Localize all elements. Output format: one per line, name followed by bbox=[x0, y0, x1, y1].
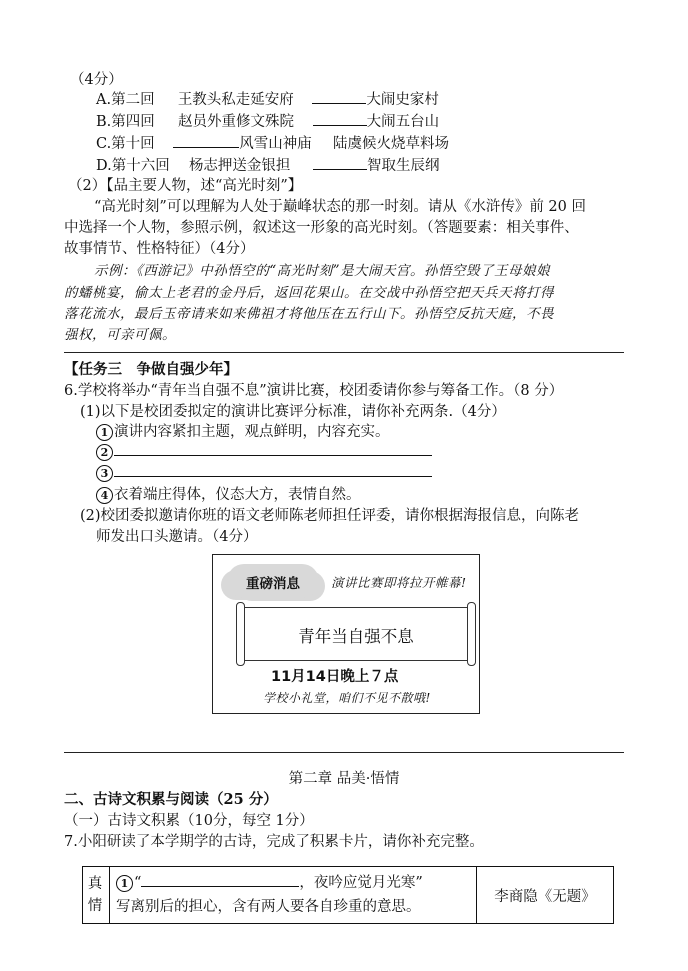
chapter-title: 第二章 品美·悟情 bbox=[288, 771, 400, 787]
option-label: C.第十回 bbox=[96, 136, 155, 152]
subsection-heading: （一）古诗文积累（10分，每空 1分） bbox=[64, 813, 314, 829]
card-note: 写离别后的担心，含有两人要各自珍重的意思。 bbox=[116, 899, 421, 915]
example-line3: 落花流水，最后玉帝请来如来佛祖才将他压在五行山下。孙悟空反抗天庭，不畏 bbox=[64, 306, 554, 322]
option-title: 赵员外重修文殊院 bbox=[177, 114, 294, 130]
card-content bbox=[110, 867, 477, 924]
option-label: D.第十六回 bbox=[96, 158, 170, 174]
example-line4: 强权，可亲可佩。 bbox=[64, 327, 176, 343]
task3-heading: 【任务三 争做自强少年】 bbox=[64, 361, 238, 378]
sub2-text-line1: “高光时刻”可以理解为人处于巅峰状态的那一时刻。请从《水浒传》前 20 回 bbox=[94, 199, 586, 215]
quote-rest: ，夜吟应觉月光寒” bbox=[299, 875, 423, 891]
quote-open: “ bbox=[134, 875, 142, 891]
q6-sub1: (1)以下是校团委拟定的演讲比赛评分标准，请你补充两条.（4分） bbox=[80, 404, 506, 420]
option-title: 杨志押送金银担 bbox=[188, 158, 291, 174]
card-category bbox=[83, 867, 110, 924]
option-d bbox=[96, 154, 440, 175]
option-label: B.第四回 bbox=[96, 114, 155, 130]
criterion-3 bbox=[96, 462, 432, 482]
answer-blank[interactable] bbox=[173, 147, 239, 148]
number-circle-icon: 1 bbox=[116, 875, 133, 892]
number-circle-icon: 4 bbox=[96, 487, 113, 504]
q6-sub2-line1: (2)校团委拟邀请你班的语文老师陈老师担任评委，请你根据海报信息，向陈老 bbox=[80, 508, 580, 524]
scroll-banner bbox=[241, 607, 471, 661]
section-heading: 二、古诗文积累与阅读（25 分） bbox=[64, 791, 278, 808]
option-title: 风雪山神庙 bbox=[239, 136, 312, 152]
criterion-4 bbox=[96, 483, 361, 504]
poem-answer-blank[interactable] bbox=[141, 872, 299, 887]
option-title: 王教头私走延安府 bbox=[177, 92, 294, 108]
q6-prompt: 6.学校将举办“青年当自强不息”演讲比赛，校团委请你参与筹备工作。（8 分） bbox=[64, 383, 564, 399]
answer-blank[interactable] bbox=[313, 169, 367, 170]
option-a bbox=[96, 88, 439, 109]
source-text: 李商隐《无题》 bbox=[494, 888, 596, 905]
criterion-2 bbox=[96, 441, 432, 461]
criterion-text: 演讲内容紧扣主题，观点鲜明，内容充实。 bbox=[114, 424, 390, 440]
number-circle-icon: 2 bbox=[96, 444, 113, 461]
cloud-badge bbox=[227, 564, 319, 598]
option-b bbox=[96, 110, 439, 131]
criterion-answer-line[interactable] bbox=[114, 441, 432, 456]
banner-text: 青年当自强不息 bbox=[298, 627, 414, 646]
answer-blank[interactable] bbox=[313, 125, 367, 126]
answer-blank[interactable] bbox=[312, 103, 366, 104]
badge-text: 重磅消息 bbox=[246, 576, 300, 592]
example-line2: 的蟠桃宴，偷太上老君的金丹后，返回花果山。在交战中孙悟空把天兵天将打得 bbox=[64, 285, 554, 301]
option-title-2: 陆虞候火烧草料场 bbox=[333, 136, 450, 152]
criterion-text: 衣着端庄得体，仪态大方，表情自然。 bbox=[114, 487, 361, 503]
number-circle-icon: 1 bbox=[96, 424, 113, 441]
option-title-2: 大闹史家村 bbox=[366, 92, 439, 108]
q6-sub2-line2: 师发出口头邀请。（4分） bbox=[96, 529, 258, 545]
option-title-2: 智取生辰纲 bbox=[367, 158, 440, 174]
category-text: 真情 bbox=[87, 876, 103, 914]
option-c bbox=[96, 132, 449, 153]
q5-score: （4分） bbox=[70, 72, 123, 88]
accumulation-card bbox=[82, 866, 614, 924]
sub2-heading: （2）【品主要人物，述“高光时刻”】 bbox=[68, 178, 303, 194]
card-source bbox=[477, 867, 614, 924]
example-line1: 示例：《西游记》中孙悟空的“高光时刻”是大闹天宫。孙悟空毁了王母娘娘 bbox=[94, 263, 551, 279]
poster-tagline: 演讲比赛即将拉开帷幕! bbox=[331, 575, 467, 590]
poster-place: 学校小礼堂，咱们不见不散哦! bbox=[263, 691, 431, 705]
poster-time: 11月14日晚上７点 bbox=[271, 669, 399, 685]
criterion-answer-line[interactable] bbox=[114, 462, 432, 477]
event-poster bbox=[212, 554, 480, 714]
sub2-text-line3: 故事情节、性格特征）（4分） bbox=[64, 241, 255, 257]
chapter-divider bbox=[64, 752, 624, 753]
sub2-text-line2: 中选择一个人物，参照示例，叙述这一形象的高光时刻。（答题要素：相关事件、 bbox=[64, 220, 579, 236]
option-title-2: 大闹五台山 bbox=[366, 114, 440, 130]
q7-prompt: 7.小阳研读了本学期学的古诗，完成了积累卡片，请你补充完整。 bbox=[64, 834, 484, 850]
criterion-1 bbox=[96, 420, 390, 441]
option-label: A.第二回 bbox=[96, 92, 155, 108]
section-divider bbox=[64, 352, 624, 353]
number-circle-icon: 3 bbox=[96, 465, 113, 482]
